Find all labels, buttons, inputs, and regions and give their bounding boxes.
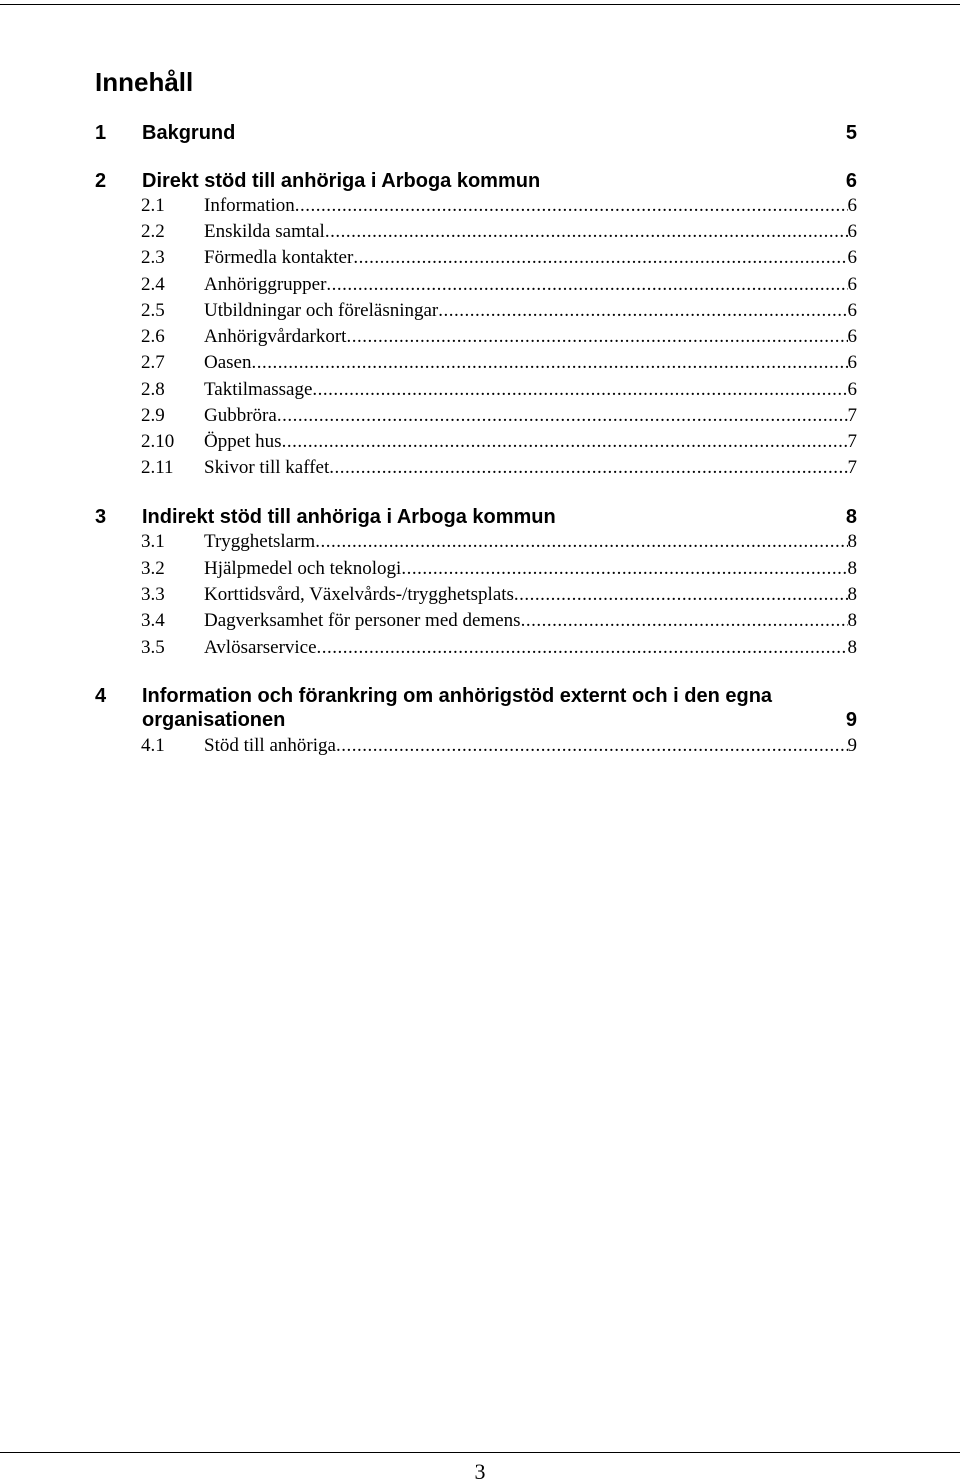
chapter-number: 2	[95, 170, 107, 192]
entry-title: Oasen	[204, 352, 252, 373]
entry-page: 6	[847, 352, 857, 373]
toc-entry-2-5[interactable]	[141, 298, 857, 324]
dot-leader	[251, 350, 847, 376]
dot-leader	[282, 429, 848, 455]
entry-leader	[204, 455, 857, 481]
entry-title: Korttidsvård, Växelvårds-/trygghetsplats	[204, 584, 514, 605]
dot-leader	[295, 193, 848, 219]
chapter-title: Direkt stöd till anhöriga i Arboga kommun	[142, 170, 541, 192]
chapter-page: 5	[845, 122, 857, 144]
toc-entry-2-7[interactable]	[141, 350, 857, 376]
entry-page: 8	[847, 637, 857, 658]
entry-page: 8	[847, 610, 857, 631]
entry-title: Anhöriggrupper	[204, 274, 327, 295]
dot-leader	[438, 298, 847, 324]
chapter-title-line-1: Information och förankring om anhörigstöd externt och i den egna	[142, 685, 773, 707]
chapter-page: 8	[845, 506, 857, 528]
chapter-title-line-2: organisationen	[142, 709, 286, 731]
toc-entry-3-3[interactable]	[141, 582, 857, 608]
entry-leader	[204, 608, 857, 634]
dot-leader	[312, 377, 847, 403]
entry-leader	[204, 733, 857, 759]
table-of-contents	[95, 0, 857, 780]
entry-number: 3.4	[141, 610, 165, 631]
toc-entry-3-2[interactable]	[141, 556, 857, 582]
toc-entry-2-3[interactable]	[141, 245, 857, 271]
entry-leader	[204, 219, 857, 245]
dot-leader	[521, 608, 848, 634]
toc-entry-2-10[interactable]	[141, 429, 857, 455]
entry-leader	[204, 193, 857, 219]
entry-number: 2.5	[141, 300, 165, 321]
entry-leader	[204, 298, 857, 324]
entry-page: 6	[847, 221, 857, 242]
entry-number: 3.3	[141, 584, 165, 605]
entry-page: 7	[847, 405, 857, 426]
entry-page: 6	[847, 326, 857, 347]
entry-title: Skivor till kaffet	[204, 457, 330, 478]
entry-number: 3.1	[141, 531, 165, 552]
entry-page: 8	[847, 584, 857, 605]
entry-number: 2.10	[141, 431, 175, 452]
toc-entry-3-4[interactable]	[141, 608, 857, 634]
entry-number: 2.11	[141, 457, 174, 478]
entry-title: Anhörigvårdarkort	[204, 326, 347, 347]
toc-entry-3-5[interactable]	[141, 635, 857, 661]
entry-number: 2.4	[141, 274, 165, 295]
entry-title: Gubbröra	[204, 405, 277, 426]
entry-number: 2.2	[141, 221, 165, 242]
entry-page: 6	[847, 300, 857, 321]
dot-leader	[329, 455, 847, 481]
dot-leader	[315, 529, 847, 555]
toc-chapter-4[interactable]	[95, 684, 857, 732]
entry-page: 9	[847, 735, 857, 756]
toc-entry-2-1[interactable]	[141, 193, 857, 219]
entry-title: Enskilda samtal	[204, 221, 325, 242]
entry-title: Hjälpmedel och teknologi	[204, 558, 402, 579]
entry-title: Avlösarservice	[204, 637, 317, 658]
chapter-page: 9	[845, 709, 857, 731]
entry-title: Utbildningar och föreläsningar	[204, 300, 439, 321]
entry-page: 6	[847, 274, 857, 295]
toc-entry-4-1[interactable]	[141, 733, 857, 759]
dot-leader	[277, 403, 848, 429]
page-number: 3	[474, 1459, 486, 1484]
dot-leader	[317, 635, 848, 661]
dot-leader	[325, 219, 848, 245]
chapter-number: 3	[95, 506, 107, 528]
dot-leader	[353, 245, 847, 271]
toc-title: Innehåll	[95, 67, 194, 97]
footer-rule	[0, 1452, 960, 1453]
entry-title: Förmedla kontakter	[204, 247, 354, 268]
dot-leader	[336, 733, 848, 759]
toc-entry-2-8[interactable]	[141, 377, 857, 403]
entry-number: 2.9	[141, 405, 165, 426]
toc-entry-2-4[interactable]	[141, 272, 857, 298]
entry-leader	[204, 377, 857, 403]
chapter-title: Bakgrund	[142, 122, 236, 144]
chapter-number: 4	[95, 685, 107, 707]
chapter-title: Indirekt stöd till anhöriga i Arboga kommun	[142, 506, 556, 528]
entry-page: 6	[847, 195, 857, 216]
toc-entry-2-2[interactable]	[141, 219, 857, 245]
entry-title: Öppet hus	[204, 431, 282, 452]
entry-number: 2.6	[141, 326, 165, 347]
entry-number: 2.8	[141, 379, 165, 400]
dot-leader	[401, 556, 847, 582]
toc-entry-3-1[interactable]	[141, 529, 857, 555]
entry-title: Taktilmassage	[204, 379, 313, 400]
entry-title: Trygghetslarm	[204, 531, 316, 552]
entry-title: Stöd till anhöriga	[204, 735, 336, 756]
entry-number: 2.1	[141, 195, 165, 216]
entry-page: 8	[847, 531, 857, 552]
entry-leader	[204, 529, 857, 555]
dot-leader	[346, 324, 847, 350]
entry-page: 8	[847, 558, 857, 579]
chapter-number: 1	[95, 122, 107, 144]
entry-number: 2.3	[141, 247, 165, 268]
entry-number: 3.5	[141, 637, 165, 658]
entry-title: Dagverksamhet för personer med demens	[204, 610, 521, 631]
entry-title: Information	[204, 195, 295, 216]
entry-leader	[204, 272, 857, 298]
dot-leader	[326, 272, 847, 298]
toc-entry-2-6[interactable]	[141, 324, 857, 350]
entry-page: 6	[847, 379, 857, 400]
entry-leader	[204, 403, 857, 429]
chapter-page: 6	[845, 170, 857, 192]
entry-number: 4.1	[141, 735, 165, 756]
entry-number: 3.2	[141, 558, 165, 579]
toc-entry-2-11[interactable]	[141, 455, 857, 481]
entry-page: 7	[847, 431, 857, 452]
entry-leader	[204, 429, 857, 455]
dot-leader	[514, 582, 848, 608]
entry-number: 2.7	[141, 352, 165, 373]
entry-leader	[204, 582, 857, 608]
entry-leader	[204, 324, 857, 350]
entry-leader	[204, 635, 857, 661]
entry-leader	[204, 350, 857, 376]
toc-entry-2-9[interactable]	[141, 403, 857, 429]
entry-leader	[204, 245, 857, 271]
entry-page: 6	[847, 247, 857, 268]
entry-leader	[204, 556, 857, 582]
entry-page: 7	[847, 457, 857, 478]
